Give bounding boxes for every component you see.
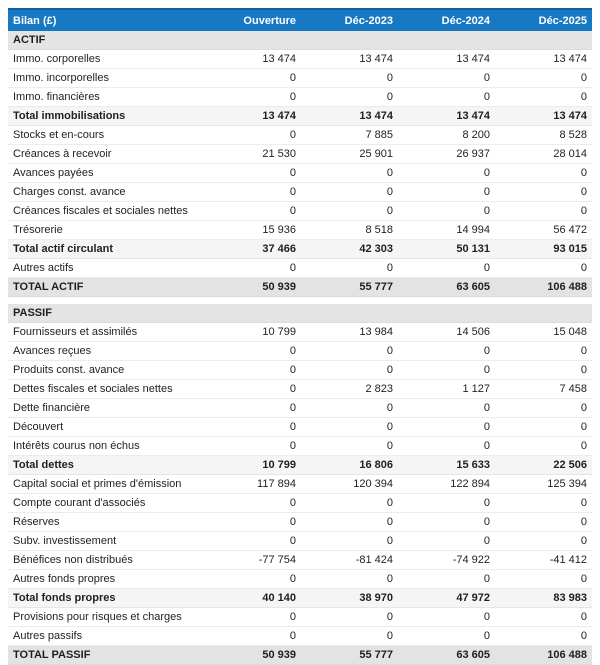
table-row — [8, 456, 592, 475]
cell-value: -74 922 — [398, 551, 495, 570]
table-row — [8, 627, 592, 646]
table-row — [8, 183, 592, 202]
cell-value: 122 894 — [398, 475, 495, 494]
table-row — [8, 418, 592, 437]
table-row — [8, 570, 592, 589]
table-row — [8, 437, 592, 456]
cell-value: 0 — [495, 202, 592, 221]
cell-value: 0 — [398, 570, 495, 589]
cell-value: 55 777 — [301, 646, 398, 665]
row-label: Fournisseurs et assimilés — [8, 323, 204, 342]
header-cell-dec-2025: Déc-2025 — [495, 9, 592, 31]
balance-sheet-table — [8, 8, 592, 665]
cell-value: 2 823 — [301, 380, 398, 399]
table-row — [8, 259, 592, 278]
cell-value: 0 — [495, 69, 592, 88]
cell-value: 10 799 — [204, 323, 301, 342]
cell-value: 50 131 — [398, 240, 495, 259]
cell-value — [204, 31, 301, 50]
row-label: Compte courant d'associés — [8, 494, 204, 513]
cell-value: 0 — [495, 361, 592, 380]
table-row — [8, 513, 592, 532]
row-label: Autres fonds propres — [8, 570, 204, 589]
cell-value: 0 — [495, 627, 592, 646]
spacer-row — [8, 297, 592, 305]
cell-value: 0 — [495, 513, 592, 532]
cell-value: 0 — [495, 494, 592, 513]
header-cell-dec-2023: Déc-2023 — [301, 9, 398, 31]
cell-value: 15 936 — [204, 221, 301, 240]
table-row — [8, 475, 592, 494]
table-row — [8, 240, 592, 259]
header-cell-bilan: Bilan (£) — [8, 9, 204, 31]
cell-value — [495, 304, 592, 323]
cell-value: 8 518 — [301, 221, 398, 240]
row-label: TOTAL PASSIF — [8, 646, 204, 665]
cell-value: 28 014 — [495, 145, 592, 164]
cell-value: 14 506 — [398, 323, 495, 342]
cell-value: 10 799 — [204, 456, 301, 475]
cell-value: 0 — [204, 570, 301, 589]
cell-value: 0 — [495, 418, 592, 437]
cell-value: 0 — [398, 608, 495, 627]
cell-value: 50 939 — [204, 278, 301, 297]
cell-value: 63 605 — [398, 278, 495, 297]
cell-value: 15 633 — [398, 456, 495, 475]
table-row — [8, 494, 592, 513]
cell-value: 13 474 — [204, 107, 301, 126]
cell-value: 50 939 — [204, 646, 301, 665]
cell-value: 0 — [495, 608, 592, 627]
cell-value: 56 472 — [495, 221, 592, 240]
cell-value: 0 — [495, 259, 592, 278]
row-label: Bénéfices non distribués — [8, 551, 204, 570]
table-row — [8, 304, 592, 323]
cell-value: 22 506 — [495, 456, 592, 475]
cell-value: 0 — [398, 259, 495, 278]
cell-value: 13 474 — [495, 107, 592, 126]
cell-value: 0 — [398, 513, 495, 532]
row-label: Total immobilisations — [8, 107, 204, 126]
cell-value: 25 901 — [301, 145, 398, 164]
cell-value: 106 488 — [495, 646, 592, 665]
table-row — [8, 380, 592, 399]
cell-value: 0 — [495, 183, 592, 202]
cell-value: 1 127 — [398, 380, 495, 399]
cell-value: 0 — [204, 532, 301, 551]
cell-value: 13 474 — [301, 107, 398, 126]
table-header-row — [8, 9, 592, 31]
cell-value: 93 015 — [495, 240, 592, 259]
row-label: PASSIF — [8, 304, 204, 323]
cell-value: 0 — [398, 88, 495, 107]
row-label: Produits const. avance — [8, 361, 204, 380]
table-row — [8, 278, 592, 297]
cell-value: 0 — [204, 608, 301, 627]
row-label: Total actif circulant — [8, 240, 204, 259]
row-label: Avances payées — [8, 164, 204, 183]
row-label: Total fonds propres — [8, 589, 204, 608]
cell-value: 38 970 — [301, 589, 398, 608]
cell-value: 0 — [398, 494, 495, 513]
row-label: Dettes fiscales et sociales nettes — [8, 380, 204, 399]
cell-value: 83 983 — [495, 589, 592, 608]
row-label: Autres passifs — [8, 627, 204, 646]
cell-value: 40 140 — [204, 589, 301, 608]
cell-value: 0 — [204, 380, 301, 399]
cell-value: 0 — [301, 627, 398, 646]
table-row — [8, 221, 592, 240]
cell-value: 0 — [204, 342, 301, 361]
cell-value: 0 — [398, 532, 495, 551]
cell-value: 0 — [495, 399, 592, 418]
table-row — [8, 50, 592, 69]
row-label: Immo. incorporelles — [8, 69, 204, 88]
cell-value: 15 048 — [495, 323, 592, 342]
table-row — [8, 551, 592, 570]
cell-value: 42 303 — [301, 240, 398, 259]
table-row — [8, 608, 592, 627]
cell-value: 0 — [204, 627, 301, 646]
row-label: Dette financière — [8, 399, 204, 418]
cell-value: 106 488 — [495, 278, 592, 297]
cell-value: 0 — [301, 69, 398, 88]
table-row — [8, 202, 592, 221]
cell-value: 0 — [204, 361, 301, 380]
cell-value: 0 — [398, 361, 495, 380]
cell-value: 0 — [301, 164, 398, 183]
cell-value: 0 — [301, 202, 398, 221]
table-row — [8, 88, 592, 107]
cell-value: 0 — [301, 399, 398, 418]
cell-value: 0 — [495, 164, 592, 183]
cell-value: 0 — [398, 342, 495, 361]
cell-value: 0 — [398, 164, 495, 183]
row-label: Provisions pour risques et charges — [8, 608, 204, 627]
cell-value: 8 200 — [398, 126, 495, 145]
cell-value — [301, 304, 398, 323]
cell-value: 21 530 — [204, 145, 301, 164]
cell-value: 0 — [495, 88, 592, 107]
cell-value: 13 474 — [204, 50, 301, 69]
cell-value: 0 — [204, 513, 301, 532]
cell-value: 0 — [495, 570, 592, 589]
row-label: Charges const. avance — [8, 183, 204, 202]
table-row — [8, 342, 592, 361]
table-row — [8, 399, 592, 418]
cell-value: 0 — [204, 183, 301, 202]
table-row — [8, 361, 592, 380]
header-cell-ouverture: Ouverture — [204, 9, 301, 31]
cell-value: 55 777 — [301, 278, 398, 297]
row-label: Autres actifs — [8, 259, 204, 278]
cell-value: 0 — [204, 418, 301, 437]
table-row — [8, 107, 592, 126]
cell-value: 0 — [301, 418, 398, 437]
cell-value: 125 394 — [495, 475, 592, 494]
row-label: Stocks et en-cours — [8, 126, 204, 145]
cell-value: 0 — [495, 437, 592, 456]
cell-value: 0 — [398, 399, 495, 418]
balance-sheet-body — [8, 31, 592, 665]
cell-value: 63 605 — [398, 646, 495, 665]
table-row — [8, 589, 592, 608]
cell-value: 0 — [495, 532, 592, 551]
cell-value: 0 — [204, 88, 301, 107]
row-label: ACTIF — [8, 31, 204, 50]
cell-value: 0 — [398, 627, 495, 646]
cell-value: 8 528 — [495, 126, 592, 145]
cell-value: 0 — [301, 570, 398, 589]
cell-value — [204, 304, 301, 323]
row-label: Créances à recevoir — [8, 145, 204, 164]
cell-value: 0 — [301, 361, 398, 380]
row-label: Subv. investissement — [8, 532, 204, 551]
cell-value: 13 474 — [495, 50, 592, 69]
cell-value: 37 466 — [204, 240, 301, 259]
row-label: Capital social et primes d'émission — [8, 475, 204, 494]
row-label: TOTAL ACTIF — [8, 278, 204, 297]
cell-value: 0 — [301, 342, 398, 361]
cell-value: 120 394 — [301, 475, 398, 494]
cell-value: 0 — [301, 494, 398, 513]
cell-value: -81 424 — [301, 551, 398, 570]
cell-value: 0 — [204, 69, 301, 88]
table-row — [8, 323, 592, 342]
cell-value: 16 806 — [301, 456, 398, 475]
cell-value: 26 937 — [398, 145, 495, 164]
row-label: Immo. corporelles — [8, 50, 204, 69]
cell-value: 0 — [301, 437, 398, 456]
table-row — [8, 69, 592, 88]
cell-value: 0 — [204, 494, 301, 513]
cell-value: 14 994 — [398, 221, 495, 240]
row-label: Avances reçues — [8, 342, 204, 361]
table-row — [8, 646, 592, 665]
cell-value — [398, 304, 495, 323]
table-row — [8, 164, 592, 183]
cell-value: 0 — [301, 513, 398, 532]
table-row — [8, 126, 592, 145]
cell-value: 0 — [301, 88, 398, 107]
cell-value: 0 — [204, 437, 301, 456]
cell-value: 0 — [398, 437, 495, 456]
table-row — [8, 145, 592, 164]
table-header — [8, 9, 592, 31]
cell-value: 13 474 — [398, 107, 495, 126]
table-row — [8, 31, 592, 50]
cell-value: 13 474 — [301, 50, 398, 69]
cell-value: 13 474 — [398, 50, 495, 69]
cell-value: 7 458 — [495, 380, 592, 399]
cell-value: 0 — [301, 259, 398, 278]
cell-value: 0 — [301, 183, 398, 202]
cell-value: 0 — [301, 532, 398, 551]
cell-value: 0 — [398, 69, 495, 88]
cell-value: 0 — [301, 608, 398, 627]
cell-value: 0 — [398, 202, 495, 221]
cell-value: -77 754 — [204, 551, 301, 570]
row-label: Découvert — [8, 418, 204, 437]
cell-value: 0 — [204, 399, 301, 418]
cell-value: 0 — [495, 342, 592, 361]
cell-value: 13 984 — [301, 323, 398, 342]
cell-value: 0 — [204, 164, 301, 183]
cell-value — [398, 31, 495, 50]
cell-value: 0 — [204, 126, 301, 145]
cell-value: 0 — [398, 418, 495, 437]
row-label: Intérêts courus non échus — [8, 437, 204, 456]
cell-value — [495, 31, 592, 50]
cell-value: -41 412 — [495, 551, 592, 570]
cell-value: 47 972 — [398, 589, 495, 608]
cell-value: 0 — [204, 202, 301, 221]
row-label: Réserves — [8, 513, 204, 532]
row-label: Immo. financières — [8, 88, 204, 107]
cell-value: 0 — [398, 183, 495, 202]
cell-value — [301, 31, 398, 50]
cell-value: 117 894 — [204, 475, 301, 494]
header-cell-dec-2024: Déc-2024 — [398, 9, 495, 31]
row-label: Total dettes — [8, 456, 204, 475]
table-row — [8, 532, 592, 551]
cell-value: 7 885 — [301, 126, 398, 145]
row-label: Créances fiscales et sociales nettes — [8, 202, 204, 221]
cell-value: 0 — [204, 259, 301, 278]
spacer-cell — [8, 297, 592, 305]
row-label: Trésorerie — [8, 221, 204, 240]
